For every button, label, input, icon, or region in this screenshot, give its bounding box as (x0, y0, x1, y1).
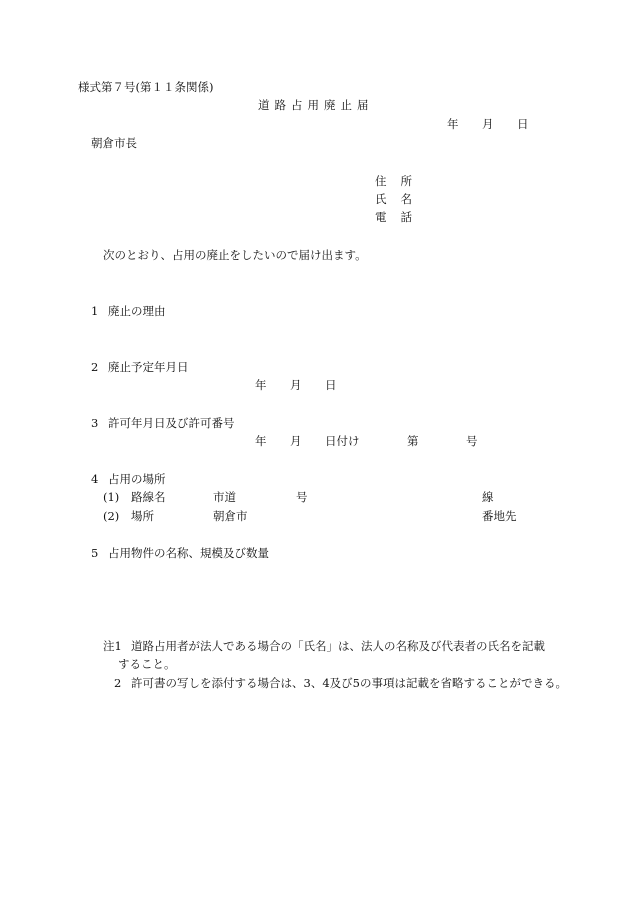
note2-prefix: 2 (114, 676, 122, 690)
addressee: 朝倉市長 (91, 136, 137, 150)
item3-number: 3 (91, 416, 99, 430)
item4-city: 朝倉市 (213, 509, 248, 523)
form-number: 様式第７号(第１１条関係) (78, 80, 214, 94)
phone-label: 電話 (375, 210, 426, 224)
item1-label: 廃止の理由 (108, 304, 166, 318)
date-day-label: 日 (517, 117, 529, 131)
item3-day-suffix: 日付け (325, 434, 360, 448)
note2-text: 許可書の写しを添付する場合は、3、4及び5の事項は記載を省略することができる。 (131, 676, 567, 690)
note1-line2: すること。 (118, 657, 176, 671)
item3-year: 年 (255, 434, 267, 448)
item1-number: 1 (91, 304, 99, 318)
item3-month: 月 (290, 434, 302, 448)
intro-text: 次のとおり、占用の廃止をしたいので届け出ます。 (103, 248, 367, 262)
item5-number: 5 (91, 546, 99, 560)
date-year-label: 年 (447, 117, 459, 131)
item2-label: 廃止予定年月日 (108, 360, 189, 374)
item4-number: 4 (91, 472, 99, 486)
address-label: 住所 (375, 174, 426, 188)
item4-road-sen: 線 (482, 490, 494, 504)
item3-dai: 第 (407, 434, 419, 448)
note1-line1: 道路占用者が法人である場合の「氏名」は、法人の名称及び代表者の氏名を記載 (131, 639, 545, 653)
item2-year: 年 (255, 378, 267, 392)
document-title: 道路占用廃止届 (258, 98, 374, 112)
item3-label: 許可年月日及び許可番号 (108, 416, 235, 430)
item2-number: 2 (91, 360, 99, 374)
item5-label: 占用物件の名称、規模及び数量 (108, 546, 269, 560)
item4-sub2-label: 場所 (131, 509, 154, 523)
item4-city-road: 市道 (213, 490, 236, 504)
item4-banchi: 番地先 (482, 509, 517, 523)
item3-gou: 号 (466, 434, 478, 448)
item4-road-gou: 号 (296, 490, 308, 504)
date-month-label: 月 (482, 117, 494, 131)
item2-month: 月 (290, 378, 302, 392)
item4-sub1-label: 路線名 (131, 490, 166, 504)
name-label: 氏名 (375, 192, 426, 206)
item4-sub1-number: (1) (103, 490, 120, 504)
item4-label: 占用の場所 (108, 472, 166, 486)
note1-prefix: 注1 (103, 639, 122, 653)
item4-sub2-number: (2) (103, 509, 120, 523)
item2-day: 日 (325, 378, 337, 392)
